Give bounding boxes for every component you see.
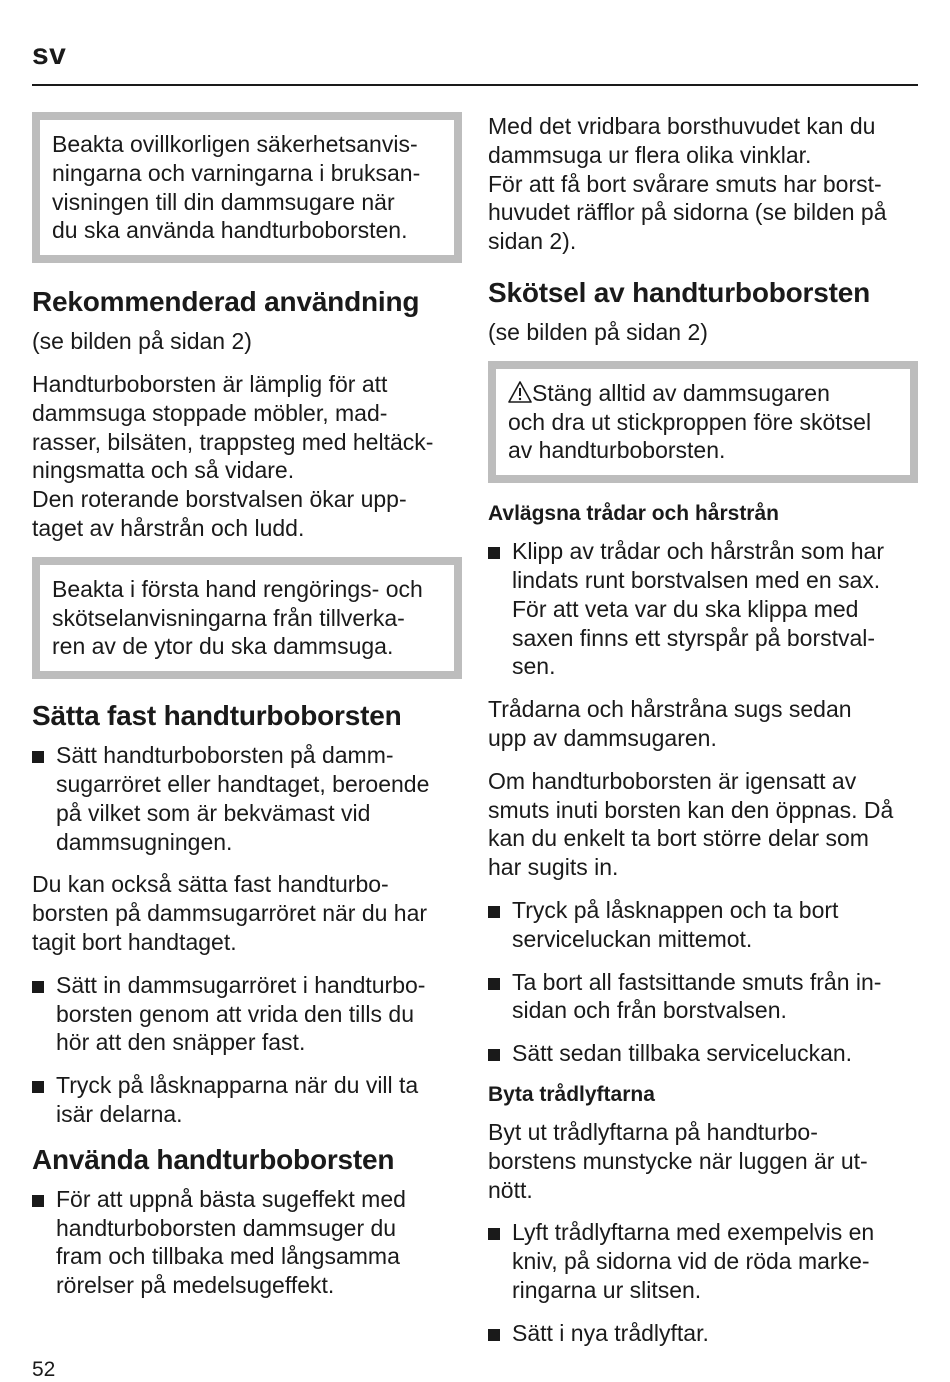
list-item — [32, 971, 462, 1057]
manufacturer-notice-box — [32, 557, 462, 679]
square-bullet-icon — [488, 1329, 500, 1341]
warning-box — [488, 361, 918, 483]
warning-text: Stäng alltid av dammsugaren och dra ut stickproppen före skötsel av handturboborsten. — [508, 379, 872, 464]
square-bullet-icon — [488, 906, 500, 918]
list-item — [488, 1218, 918, 1304]
list-item-text: Sätt sedan tillbaka serviceluckan. — [512, 1040, 853, 1067]
left-column — [32, 112, 462, 1314]
heading-attach: Sätta fast handturboborsten — [32, 700, 402, 732]
subheading-replace-lifters: Byta trådlyftarna — [488, 1082, 655, 1106]
attach-text: Du kan också sätta fast handturbo- borsten på dammsugarröret när du har tagit bort handtaget. — [32, 871, 428, 955]
list-item — [488, 537, 918, 681]
square-bullet-icon — [32, 1195, 44, 1207]
language-code: sv — [32, 38, 67, 71]
heading-use: Använda handturboborsten — [32, 1143, 395, 1175]
list-item — [32, 1185, 462, 1300]
list-item — [32, 1071, 462, 1129]
square-bullet-icon — [32, 751, 44, 763]
square-bullet-icon — [488, 978, 500, 990]
page-number: 52 — [32, 1358, 56, 1381]
safety-notice-box — [32, 112, 462, 263]
square-bullet-icon — [488, 547, 500, 559]
heading-recommended-use: Rekommenderad användning — [32, 286, 420, 318]
list-item-text: Klipp av trådar och hårstrån som har lindats runt borstvalsen med en sax. För att veta var du ska klippa med saxen finns ett styrspår på borstval- sen. — [512, 538, 885, 680]
manufacturer-notice-text: Beakta i första hand rengörings- och skötselanvisningarna från tillverka- ren av de ytor du ska dammsuga. — [52, 575, 423, 660]
square-bullet-icon — [32, 981, 44, 993]
list-item-text: Sätt in dammsugarröret i handturbo- borsten genom att vrida den tills du hör att den snäpper fast. — [56, 971, 426, 1056]
safety-notice-text: Beakta ovillkorligen säkerhetsanvis- ningarna och varningarna i bruksan- visningen till din dammsugare när du ska använda handturboborsten. — [52, 131, 421, 244]
square-bullet-icon — [32, 1081, 44, 1093]
figure-reference: (se bilden på sidan 2) — [32, 328, 252, 355]
right-column — [488, 112, 918, 1362]
list-item — [488, 968, 918, 1026]
list-item — [488, 1319, 918, 1348]
list-item — [488, 896, 918, 954]
threads-text: Trådarna och hårstråna sugs sedan upp av dammsugaren. — [488, 696, 852, 751]
figure-reference: (se bilden på sidan 2) — [488, 318, 708, 345]
list-item — [488, 1039, 918, 1068]
list-item-text: Tryck på låsknappen och ta bort serviceluckan mittemot. — [512, 896, 839, 952]
list-item-text: Sätt i nya trådlyftar. — [512, 1319, 709, 1346]
square-bullet-icon — [488, 1228, 500, 1240]
recommended-use-text: Handturboborsten är lämplig för att dammsuga stoppade möbler, mad- rasser, bilsäten, trappsteg med heltäck- ningsmatta och så vidare. Den roterande borstvalsen ökar upp- taget av hårstrån och ludd. — [32, 370, 434, 541]
replace-text: Byt ut trådlyftarna på handturbo- borstens munstycke när luggen är ut- nött. — [488, 1118, 868, 1203]
intro-text: Med det vridbara borsthuvudet kan du dammsuga ur flera olika vinklar. För att få bort svårare smuts har borst- huvudet räfflor på sidorna (se bilden på sidan 2). — [488, 113, 887, 255]
subheading-remove-threads: Avlägsna trådar och hårstrån — [488, 502, 779, 526]
square-bullet-icon — [488, 1049, 500, 1061]
list-item — [32, 741, 462, 856]
list-item-text: Ta bort all fastsittande smuts från in- sidan och från borstvalsen. — [512, 968, 882, 1024]
heading-care: Skötsel av handturboborsten — [488, 276, 870, 308]
list-item-text: Sätt handturboborsten på damm- sugarröret eller handtaget, beroende på vilket som är bekvämast vid dammsugningen. — [56, 742, 430, 855]
list-item-text: Tryck på låsknapparna när du vill ta isär delarna. — [56, 1072, 419, 1127]
list-item-text: Lyft trådlyftarna med exempelvis en kniv, på sidorna vid de röda marke- ringarna ur slitsen. — [512, 1219, 875, 1303]
clogged-text: Om handturboborsten är igensatt av smuts inuti borsten kan den öppnas. Då kan du enkelt ta bort större delar som har sugits in. — [488, 767, 894, 881]
list-item-text: För att uppnå bästa sugeffekt med handturboborsten dammsuger du fram och tillbaka med långsamma rörelser på medelsugeffekt. — [56, 1185, 406, 1299]
header-rule — [32, 84, 918, 86]
warning-triangle-icon — [508, 381, 532, 403]
